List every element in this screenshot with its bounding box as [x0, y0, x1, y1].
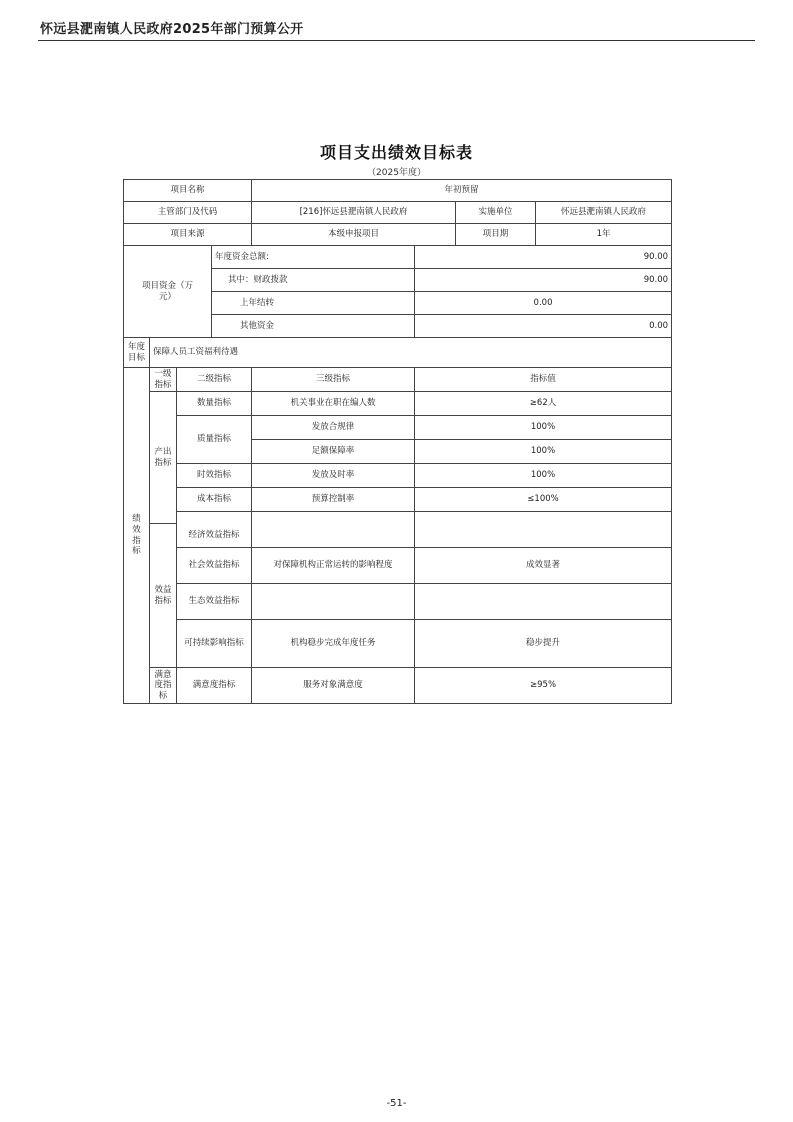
level2-header: 二级指标 [177, 368, 252, 392]
table-row [124, 620, 672, 668]
table-row [124, 202, 672, 224]
project-name-label: 项目名称 [124, 180, 252, 202]
funds-fiscal-value: 90.00 [415, 269, 672, 292]
funds-carryover-label: 上年结转 [212, 292, 415, 315]
quantity-l3: 机关事业在职在编人数 [252, 392, 415, 416]
table-row [124, 584, 672, 620]
output-indicator-label: 产出指标 [150, 392, 177, 524]
sustainable-l3: 机构稳步完成年度任务 [252, 620, 415, 668]
quantity-value: ≥62人 [415, 392, 672, 416]
economic-value [415, 524, 672, 548]
ecological-value [415, 584, 672, 620]
economic-l2: 经济效益指标 [177, 524, 252, 548]
timeliness-l3: 发放及时率 [252, 464, 415, 488]
social-l2: 社会效益指标 [177, 548, 252, 584]
annual-goal-label: 年度目标 [124, 338, 150, 368]
cost-l3: 预算控制率 [252, 488, 415, 512]
document-title: 项目支出绩效目标表 [319, 143, 473, 162]
funds-label: 项目资金（万元） [124, 246, 212, 338]
funds-other-value: 0.00 [415, 315, 672, 338]
quantity-l2: 数量指标 [177, 392, 252, 416]
timeliness-l2: 时效指标 [177, 464, 252, 488]
source-value: 本级申报项目 [252, 224, 456, 245]
sustainable-value: 稳步提升 [415, 620, 672, 668]
satisfaction-l1: 满意度指标 [150, 668, 177, 704]
sustainable-l2: 可持续影响指标 [177, 620, 252, 668]
dept-label: 主管部门及代码 [124, 202, 252, 224]
table-row [124, 524, 672, 548]
level1-header: 一级指标 [150, 368, 177, 392]
dept-value: [216]怀远县淝南镇人民政府 [252, 202, 456, 223]
table-row [124, 180, 672, 202]
quality-l3-1: 发放合规律 [252, 416, 415, 440]
quality-value-2: 100% [415, 440, 672, 464]
social-value: 成效显著 [415, 548, 672, 584]
funds-fiscal-label: 其中：财政拨款 [212, 269, 415, 292]
quality-l3-2: 足额保障率 [252, 440, 415, 464]
project-name-value: 年初预留 [252, 180, 672, 202]
timeliness-value: 100% [415, 464, 672, 488]
social-l3: 对保障机构正常运转的影响程度 [252, 548, 415, 584]
table-row [124, 416, 672, 440]
table-row [124, 224, 672, 246]
source-label: 项目来源 [124, 224, 252, 246]
satisfaction-value: ≥95% [415, 668, 672, 704]
impl-unit-label: 实施单位 [456, 202, 536, 223]
economic-l3 [252, 524, 415, 548]
value-header: 指标值 [415, 368, 672, 392]
funds-carryover-value: 0.00 [415, 292, 672, 315]
table-row [124, 338, 672, 368]
level3-header: 三级指标 [252, 368, 415, 392]
quality-value-1: 100% [415, 416, 672, 440]
document-subtitle: （2025年度） [367, 168, 426, 178]
table-row [124, 548, 672, 584]
benefit-indicator-label: 效益指标 [150, 524, 177, 668]
cost-l2: 成本指标 [177, 488, 252, 512]
funds-total-label: 年度资金总额: [212, 246, 415, 269]
performance-table [123, 179, 672, 704]
table-row [124, 392, 672, 416]
ecological-l3 [252, 584, 415, 620]
impl-unit-value: 怀远县淝南镇人民政府 [561, 207, 647, 218]
table-row [124, 512, 672, 524]
satisfaction-l2: 满意度指标 [177, 668, 252, 704]
period-label: 项目期 [456, 224, 536, 245]
quality-l2: 质量指标 [177, 416, 252, 464]
table-row [124, 246, 672, 269]
table-row [124, 368, 672, 392]
annual-goal-value: 保障人员工资福利待遇 [150, 338, 672, 368]
funds-other-label: 其他资金 [212, 315, 415, 338]
period-value: 1年 [596, 229, 611, 240]
funds-total-value: 90.00 [415, 246, 672, 269]
header-divider [38, 40, 755, 41]
table-row [124, 488, 672, 512]
satisfaction-l3: 服务对象满意度 [252, 668, 415, 704]
perf-indicator-label: 绩效指标 [124, 368, 150, 704]
table-row [124, 668, 672, 704]
table-row [124, 464, 672, 488]
page-number: -51- [386, 1098, 407, 1109]
page-header-text: 怀远县淝南镇人民政府2025年部门预算公开 [40, 22, 304, 37]
ecological-l2: 生态效益指标 [177, 584, 252, 620]
cost-value: ≤100% [415, 488, 672, 512]
